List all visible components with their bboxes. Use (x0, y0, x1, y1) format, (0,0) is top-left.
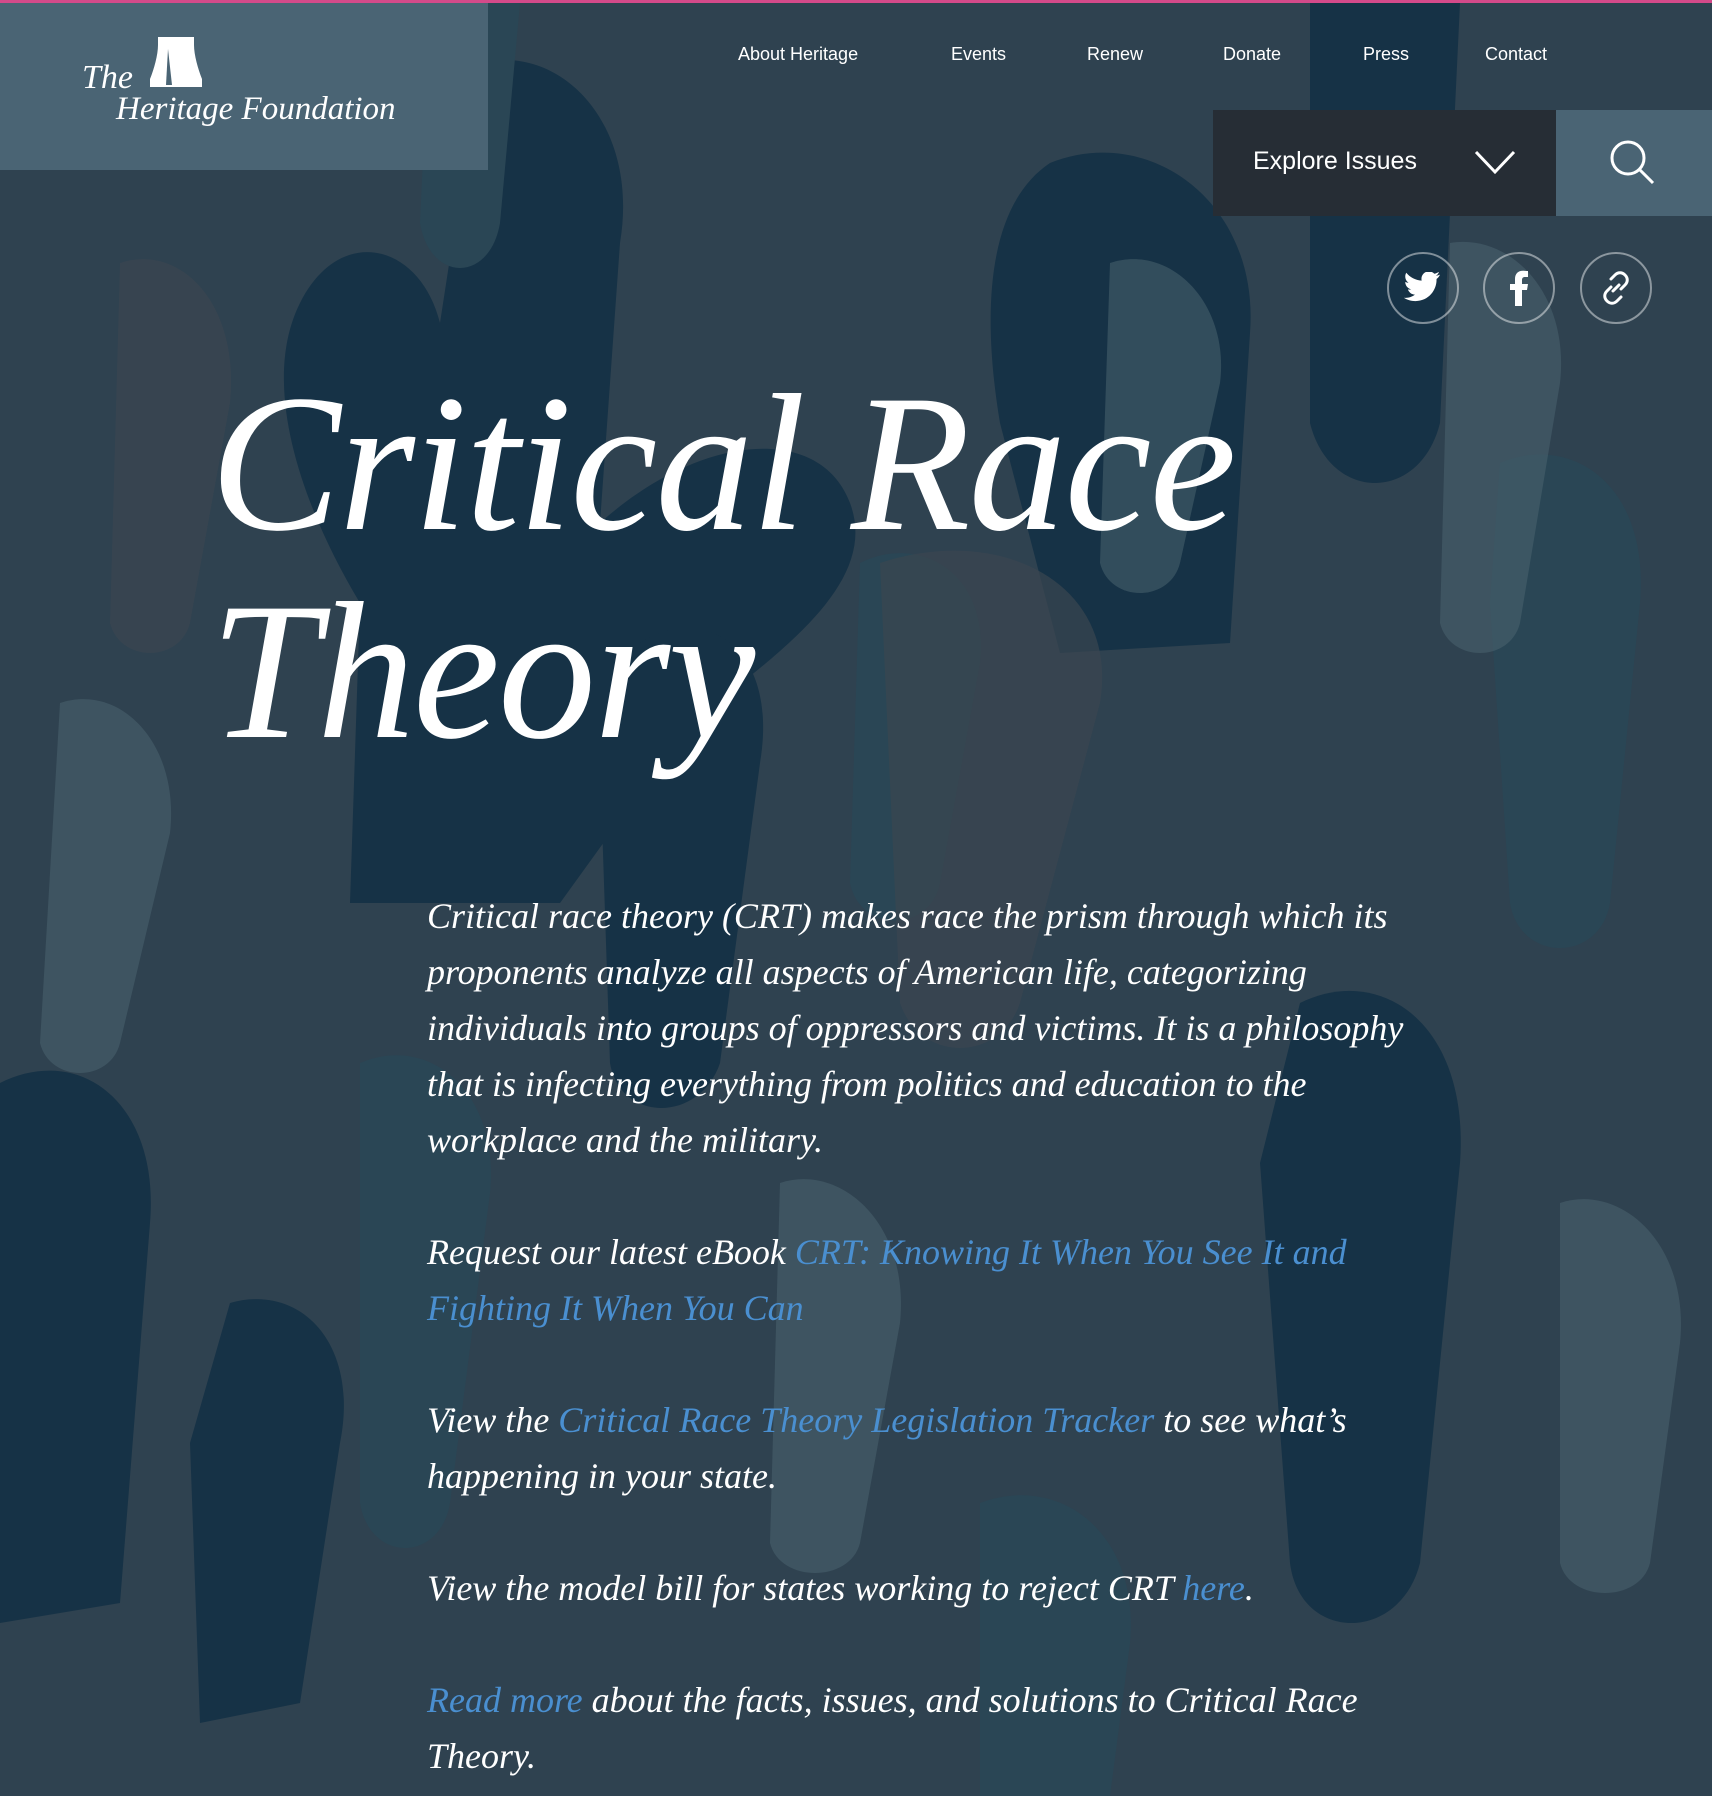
tracker-suffix: to see what’s happening in your state. (427, 1400, 1347, 1496)
top-navigation (700, 44, 1600, 68)
ebook-prefix: Request our latest eBook (427, 1232, 795, 1272)
page-title (210, 355, 1510, 780)
explore-issues-dropdown[interactable] (1213, 110, 1556, 216)
logo-name: Heritage Foundation (116, 91, 396, 127)
share-facebook-button[interactable] (1483, 252, 1555, 324)
read-more-suffix: about the facts, issues, and solutions to Critical Race Theory. (427, 1680, 1358, 1776)
model-bill-prefix: View the model bill for states working to reject CRT (427, 1568, 1183, 1608)
chevron-down-icon (1473, 148, 1517, 176)
intro-paragraph: Critical race theory (CRT) makes race the prism through which its proponents analyze all aspects of American life, categorizing individuals into groups of oppressors and victims. It is a philosophy that is infecting everything from politics and education to the workplace and the military. (427, 896, 1404, 1160)
logo-the: The (82, 59, 133, 96)
search-button[interactable] (1556, 110, 1712, 216)
nav-press[interactable]: Press (1363, 44, 1410, 64)
legislation-tracker-link[interactable]: Critical Race Theory Legislation Tracker (558, 1400, 1155, 1440)
article-body (427, 888, 1457, 1784)
model-bill-paragraph (427, 1560, 1457, 1672)
nav-contact[interactable]: Contact (1485, 44, 1548, 64)
model-bill-link[interactable]: here (1182, 1568, 1245, 1608)
nav-renew[interactable]: Renew (1087, 44, 1144, 64)
heritage-foundation-logo[interactable] (0, 3, 488, 170)
copy-link-button[interactable] (1580, 252, 1652, 324)
nav-about-heritage[interactable]: About Heritage (738, 44, 859, 64)
twitter-icon (1404, 272, 1442, 304)
model-bill-suffix: . (1244, 1568, 1254, 1608)
share-twitter-button[interactable] (1387, 252, 1459, 324)
tracker-prefix: View the (427, 1400, 559, 1440)
liberty-bell-icon (148, 35, 204, 91)
page-title-line-1: Critical Race (210, 355, 1235, 572)
read-more-paragraph (427, 1672, 1457, 1784)
nav-events[interactable]: Events (951, 44, 1007, 64)
nav-donate[interactable]: Donate (1223, 44, 1282, 64)
read-more-link[interactable]: Read more (427, 1680, 583, 1720)
ebook-paragraph (427, 1224, 1457, 1392)
tracker-paragraph (427, 1392, 1457, 1560)
ebook-link[interactable]: CRT: Knowing It When You See It and Fighting It When You Can (427, 1232, 1347, 1328)
explore-issues-label: Explore Issues (1253, 147, 1417, 175)
facebook-icon (1509, 270, 1529, 306)
page-title-line-2: Theory (210, 563, 754, 780)
link-icon (1599, 271, 1633, 305)
search-icon (1608, 138, 1656, 186)
